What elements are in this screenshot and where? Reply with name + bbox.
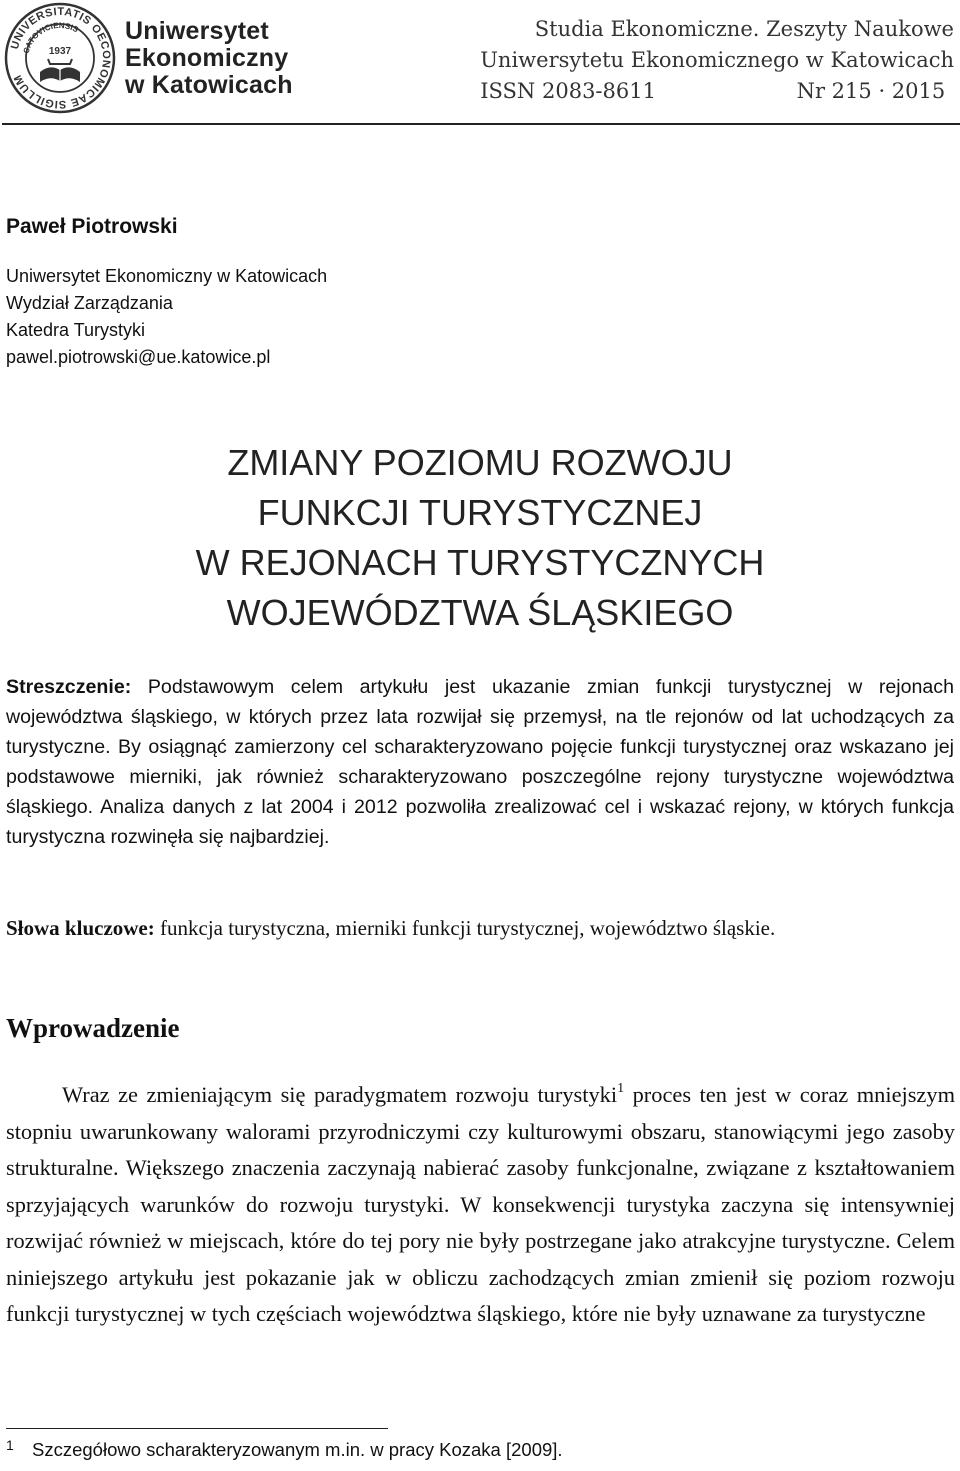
svg-text:UNIVERSITATIS OECONOMICAE SIGI: UNIVERSITATIS OECONOMICAE SIGILLUM [8,5,113,111]
journal-title: Studia Ekonomiczne. Zeszyty Naukowe [534,17,954,41]
section-heading: Wprowadzenie [6,1013,180,1043]
header-divider [2,123,960,125]
svg-text:1937: 1937 [48,46,72,57]
author-university: Uniwersytet Ekonomiczny w Katowicach [6,266,328,286]
university-seal-logo [4,2,116,114]
issn: ISSN 2083-8611 [480,79,656,103]
author-block [6,213,327,371]
abstract [6,672,954,852]
footnote-reference: 1 [617,1081,625,1096]
footnote-divider [6,1428,388,1429]
abstract-text: Podstawowym celem artykułu jest ukazanie zmian funkcji turystycznej w rejonach województwa śląskiego, w których przez lata rozwijał się przemysł, na tle rejonów od lat uchodzących za turystyczne. By osiągnąć zamierzony cel scharakteryzowano pojęcie funkcji turystycznej oraz wskazano jej podstawowe mierniki, jak również scharakteryzowano poszczególne rejony turystyczne województwa śląskiego. Analiza danych z lat 2004 i 2012 pozwoliła zrealizować cel i wskazać rejony, w których funkcja turystyczna rozwinęła się najbardziej. [6,676,954,848]
keywords-label: Słowa kluczowe: [6,916,155,940]
university-name: Uniwersytet Ekonomiczny w Katowicach [125,17,293,99]
author-email: pawel.piotrowski@ue.katowice.pl [6,347,271,367]
issue-number: Nr 215 · 2015 [796,79,946,103]
article-title: ZMIANY POZIOMU ROZWOJU FUNKCJI TURYSTYCZNEJ W REJONACH TURYSTYCZNYCH WOJEWÓDZTWA ŚLĄSKIEGO [195,442,765,633]
author-faculty: Wydział Zarządzania [6,293,173,313]
journal-issue-line [480,76,945,107]
svg-text:CATOVICIENSIS: CATOVICIENSIS [21,20,80,55]
journal-subtitle: Uniwersytetu Ekonomicznego w Katowicach [480,48,954,72]
footnote-text: Szczegółowo scharakteryzowanym m.in. w pracy Kozaka [2009]. [32,1439,563,1460]
journal-info [480,14,954,107]
footnote: 1 Szczegółowo scharakteryzowanym m.in. w pracy Kozaka [2009]. [6,1437,563,1460]
keywords [6,913,954,943]
author-name: Paweł Piotrowski [6,215,178,238]
body-paragraph: Wraz ze zmieniającym się paradygmatem rozwoju turystyki$^1$ proces ten jest w coraz mniejszym stopniu uwarunkowany walorami przyrodniczymi czy kulturowymi obszaru, stanowiącymi jego zasoby strukturalne. Większego znaczenia zaczynają nabierać zasoby funkcjonalne, związane z kształtowaniem sprzyjających warunków do rozwoju turystyki. W konsekwencji turystyka zaczyna się intensywniej rozwijać również w miejscach, które do tej pory nie były postrzegane jako atrakcyjne turystyczne. Celem niniejszego artykułu jest pokazanie jak w obliczu zachodzących zmian zmienił się poziom rozwoju funkcji turystycznej w tych częściach województwa śląskiego, które nie były uznawane za turystyczne [6,1081,955,1326]
abstract-label: Streszczenie: [6,676,132,698]
keywords-text: funkcja turystyczna, mierniki funkcji turystycznej, województwo śląskie. [160,916,776,940]
author-department: Katedra Turystyki [6,320,146,340]
journal-header [0,0,960,124]
